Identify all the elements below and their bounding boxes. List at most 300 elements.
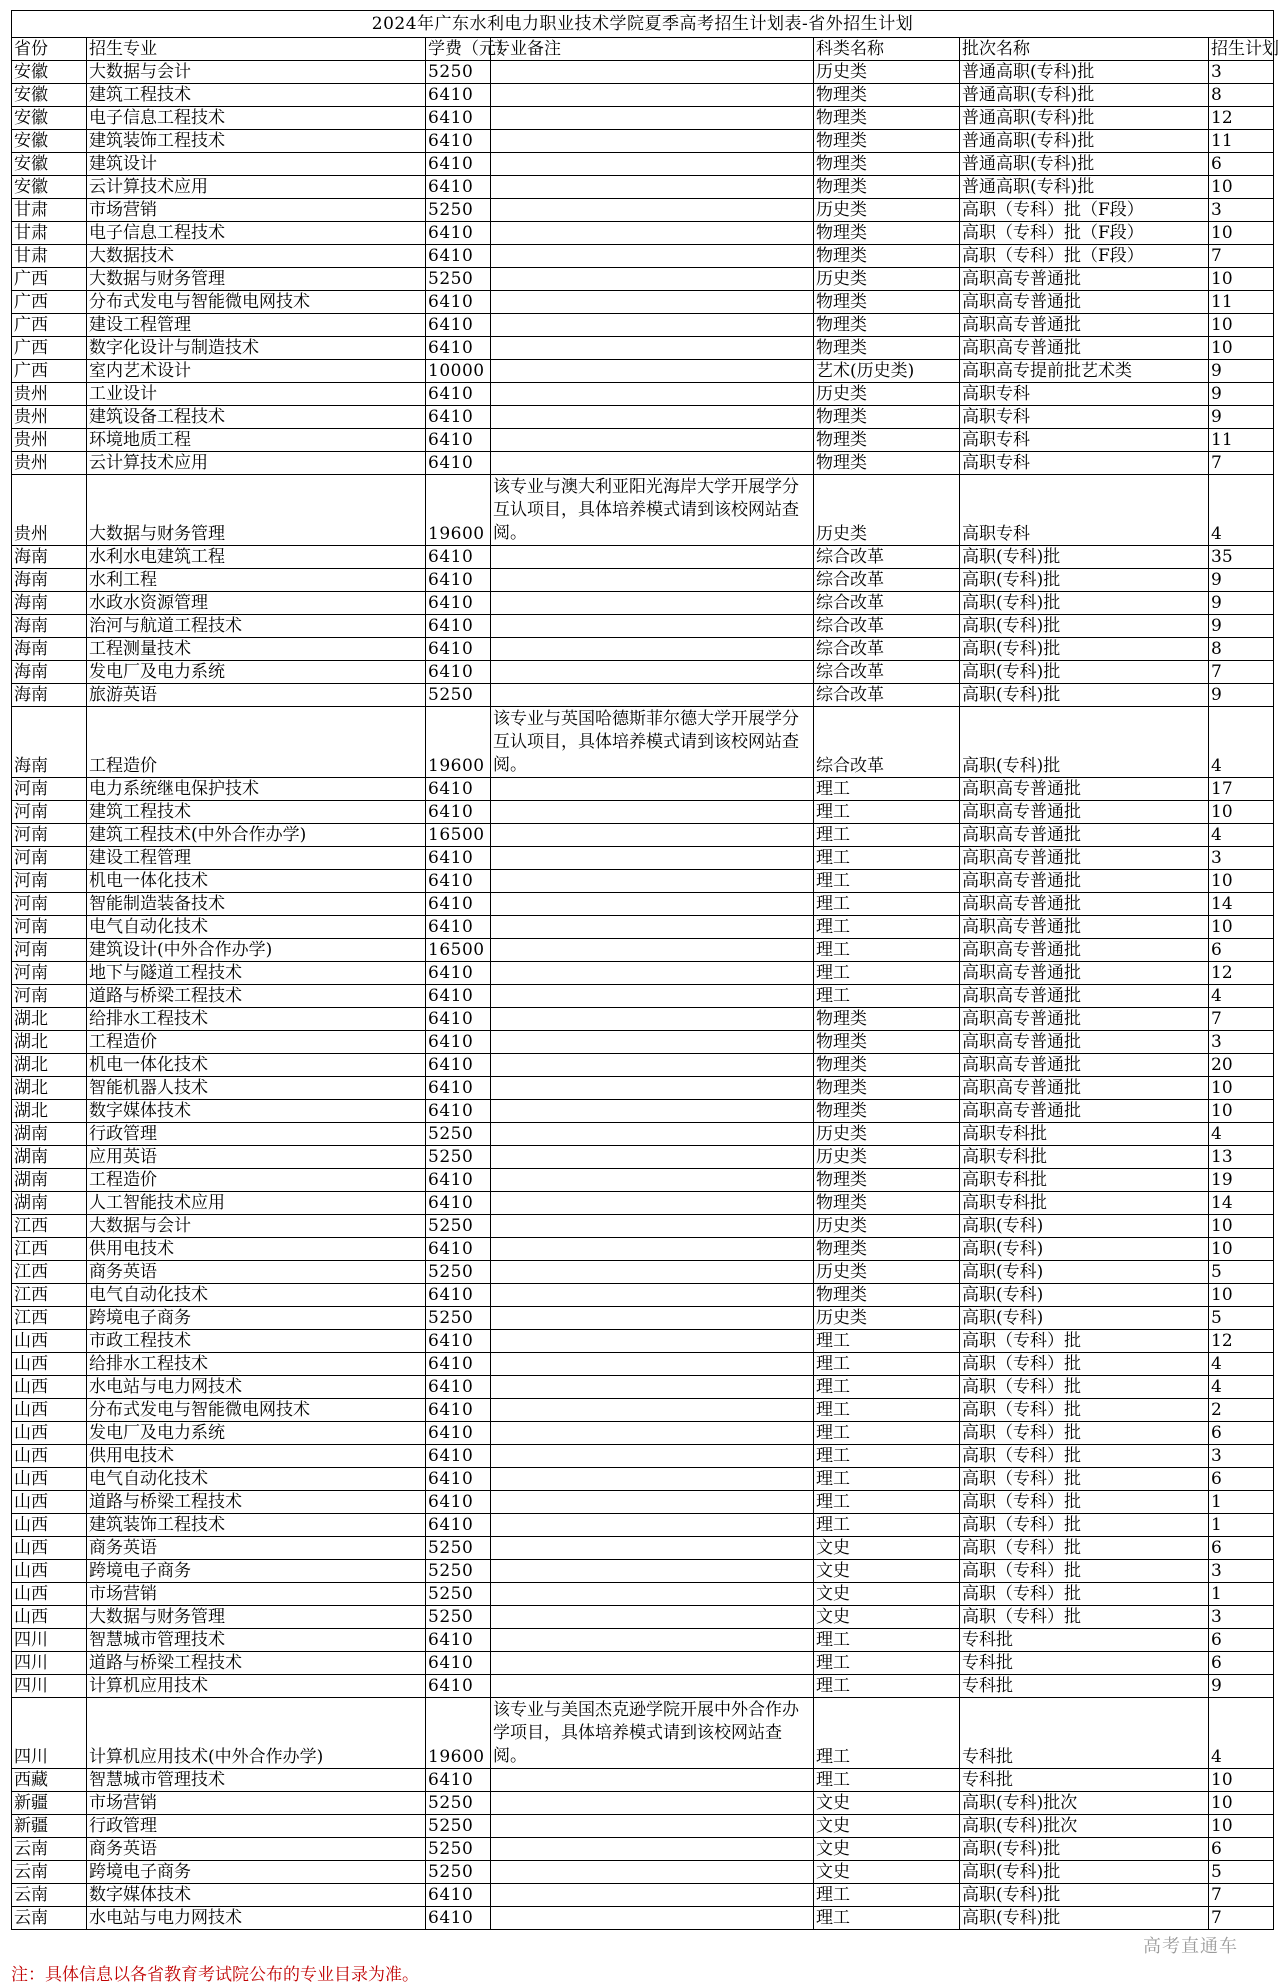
cell-major: 机电一体化技术 bbox=[87, 870, 426, 893]
cell-quota: 5 bbox=[1209, 1261, 1274, 1284]
cell-subject: 历史类 bbox=[814, 383, 960, 406]
header-tuition: 学费（元） bbox=[426, 38, 491, 61]
cell-major: 分布式发电与智能微电网技术 bbox=[87, 291, 426, 314]
cell-province: 河南 bbox=[12, 801, 87, 824]
cell-note bbox=[491, 1537, 814, 1560]
cell-subject: 历史类 bbox=[814, 1215, 960, 1238]
cell-subject: 理工 bbox=[814, 1907, 960, 1930]
cell-tuition: 6410 bbox=[426, 1652, 491, 1675]
table-row bbox=[12, 429, 1274, 452]
cell-major: 发电厂及电力系统 bbox=[87, 661, 426, 684]
cell-quota: 14 bbox=[1209, 893, 1274, 916]
cell-batch: 高职（专科）批（F段） bbox=[960, 245, 1209, 268]
cell-major: 水电站与电力网技术 bbox=[87, 1376, 426, 1399]
cell-province: 广西 bbox=[12, 314, 87, 337]
cell-quota: 9 bbox=[1209, 360, 1274, 383]
table-row bbox=[12, 1008, 1274, 1031]
cell-quota: 7 bbox=[1209, 1008, 1274, 1031]
cell-subject: 物理类 bbox=[814, 245, 960, 268]
enrollment-plan-table bbox=[11, 10, 1279, 1930]
cell-tuition: 6410 bbox=[426, 337, 491, 360]
cell-batch: 高职（专科）批 bbox=[960, 1376, 1209, 1399]
cell-batch: 高职专科批 bbox=[960, 1123, 1209, 1146]
table-row bbox=[12, 1307, 1274, 1330]
table-row bbox=[12, 847, 1274, 870]
cell-tuition: 6410 bbox=[426, 962, 491, 985]
cell-tuition: 6410 bbox=[426, 1077, 491, 1100]
cell-note bbox=[491, 1330, 814, 1353]
cell-quota: 6 bbox=[1209, 1838, 1274, 1861]
cell-note: 该专业与澳大利亚阳光海岸大学开展学分互认项目，具体培养模式请到该校网站查阅。 bbox=[491, 475, 814, 546]
cell-tuition: 6410 bbox=[426, 916, 491, 939]
cell-subject: 物理类 bbox=[814, 153, 960, 176]
cell-province: 安徽 bbox=[12, 130, 87, 153]
cell-subject: 理工 bbox=[814, 1629, 960, 1652]
cell-note bbox=[491, 1238, 814, 1261]
cell-batch: 高职（专科）批（F段） bbox=[960, 222, 1209, 245]
cell-subject: 历史类 bbox=[814, 1123, 960, 1146]
cell-quota: 6 bbox=[1209, 1468, 1274, 1491]
cell-batch: 高职(专科) bbox=[960, 1261, 1209, 1284]
cell-major: 工程造价 bbox=[87, 1169, 426, 1192]
cell-province: 四川 bbox=[12, 1675, 87, 1698]
cell-major: 商务英语 bbox=[87, 1537, 426, 1560]
cell-note bbox=[491, 638, 814, 661]
table-row bbox=[12, 245, 1274, 268]
cell-quota: 7 bbox=[1209, 245, 1274, 268]
cell-quota: 17 bbox=[1209, 778, 1274, 801]
table-row bbox=[12, 939, 1274, 962]
cell-subject: 历史类 bbox=[814, 1307, 960, 1330]
table-row bbox=[12, 1169, 1274, 1192]
cell-province: 安徽 bbox=[12, 84, 87, 107]
cell-province: 贵州 bbox=[12, 475, 87, 546]
cell-batch: 高职高专普通批 bbox=[960, 893, 1209, 916]
cell-quota: 6 bbox=[1209, 939, 1274, 962]
table-row bbox=[12, 406, 1274, 429]
cell-quota: 7 bbox=[1209, 661, 1274, 684]
cell-quota: 3 bbox=[1209, 1560, 1274, 1583]
table-row bbox=[12, 1031, 1274, 1054]
cell-batch: 高职(专科)批 bbox=[960, 1907, 1209, 1930]
cell-tuition: 5250 bbox=[426, 61, 491, 84]
cell-batch: 普通高职(专科)批 bbox=[960, 130, 1209, 153]
cell-major: 应用英语 bbox=[87, 1146, 426, 1169]
cell-note bbox=[491, 1077, 814, 1100]
cell-quota: 9 bbox=[1209, 684, 1274, 707]
cell-major: 建筑设计(中外合作办学) bbox=[87, 939, 426, 962]
cell-tuition: 6410 bbox=[426, 222, 491, 245]
footer-note: 注：具体信息以各省教育考试院公布的专业目录为准。 bbox=[11, 1965, 419, 1985]
table-row bbox=[12, 592, 1274, 615]
cell-quota: 12 bbox=[1209, 107, 1274, 130]
cell-batch: 专科批 bbox=[960, 1769, 1209, 1792]
cell-batch: 高职(专科) bbox=[960, 1307, 1209, 1330]
cell-quota: 10 bbox=[1209, 222, 1274, 245]
cell-province: 云南 bbox=[12, 1838, 87, 1861]
cell-quota: 3 bbox=[1209, 61, 1274, 84]
cell-subject: 理工 bbox=[814, 939, 960, 962]
cell-batch: 高职(专科)批 bbox=[960, 661, 1209, 684]
cell-subject: 物理类 bbox=[814, 84, 960, 107]
cell-province: 贵州 bbox=[12, 383, 87, 406]
cell-subject: 综合改革 bbox=[814, 592, 960, 615]
cell-note bbox=[491, 985, 814, 1008]
cell-batch: 高职(专科)批 bbox=[960, 638, 1209, 661]
watermark-logo: 高考直通车 bbox=[1143, 1936, 1238, 1957]
cell-batch: 高职(专科) bbox=[960, 1284, 1209, 1307]
cell-tuition: 5250 bbox=[426, 268, 491, 291]
cell-province: 贵州 bbox=[12, 452, 87, 475]
cell-quota: 1 bbox=[1209, 1514, 1274, 1537]
cell-tuition: 6410 bbox=[426, 1100, 491, 1123]
cell-province: 河南 bbox=[12, 962, 87, 985]
cell-note bbox=[491, 1491, 814, 1514]
cell-subject: 理工 bbox=[814, 1422, 960, 1445]
cell-province: 湖北 bbox=[12, 1008, 87, 1031]
cell-subject: 文史 bbox=[814, 1792, 960, 1815]
header-quota: 招生计划 bbox=[1209, 38, 1274, 61]
cell-quota: 35 bbox=[1209, 546, 1274, 569]
cell-batch: 高职高专普通批 bbox=[960, 847, 1209, 870]
cell-tuition: 6410 bbox=[426, 107, 491, 130]
header-row bbox=[12, 38, 1274, 61]
cell-subject: 文史 bbox=[814, 1815, 960, 1838]
cell-subject: 理工 bbox=[814, 1652, 960, 1675]
cell-province: 湖南 bbox=[12, 1169, 87, 1192]
cell-major: 建筑装饰工程技术 bbox=[87, 130, 426, 153]
cell-note bbox=[491, 406, 814, 429]
cell-quota: 10 bbox=[1209, 1238, 1274, 1261]
cell-major: 电子信息工程技术 bbox=[87, 107, 426, 130]
cell-tuition: 6410 bbox=[426, 1514, 491, 1537]
cell-batch: 高职专科 bbox=[960, 429, 1209, 452]
cell-batch: 高职高专普通批 bbox=[960, 1100, 1209, 1123]
cell-note bbox=[491, 1445, 814, 1468]
cell-major: 云计算技术应用 bbox=[87, 176, 426, 199]
cell-tuition: 6410 bbox=[426, 592, 491, 615]
table-row bbox=[12, 1560, 1274, 1583]
cell-major: 建筑装饰工程技术 bbox=[87, 1514, 426, 1537]
cell-batch: 专科批 bbox=[960, 1652, 1209, 1675]
cell-batch: 高职(专科)批 bbox=[960, 615, 1209, 638]
cell-major: 工业设计 bbox=[87, 383, 426, 406]
cell-batch: 高职高专普通批 bbox=[960, 314, 1209, 337]
cell-subject: 物理类 bbox=[814, 1077, 960, 1100]
cell-major: 数字媒体技术 bbox=[87, 1100, 426, 1123]
cell-province: 江西 bbox=[12, 1215, 87, 1238]
cell-tuition: 6410 bbox=[426, 1422, 491, 1445]
cell-batch: 高职(专科) bbox=[960, 1215, 1209, 1238]
cell-tuition: 6410 bbox=[426, 1031, 491, 1054]
cell-province: 海南 bbox=[12, 615, 87, 638]
cell-batch: 高职（专科）批 bbox=[960, 1330, 1209, 1353]
cell-note bbox=[491, 939, 814, 962]
cell-major: 环境地质工程 bbox=[87, 429, 426, 452]
cell-major: 工程造价 bbox=[87, 1031, 426, 1054]
cell-province: 甘肃 bbox=[12, 199, 87, 222]
cell-province: 安徽 bbox=[12, 61, 87, 84]
table-row bbox=[12, 222, 1274, 245]
cell-batch: 普通高职(专科)批 bbox=[960, 176, 1209, 199]
cell-batch: 高职(专科)批 bbox=[960, 684, 1209, 707]
cell-subject: 综合改革 bbox=[814, 569, 960, 592]
cell-batch: 高职专科 bbox=[960, 406, 1209, 429]
cell-major: 道路与桥梁工程技术 bbox=[87, 1491, 426, 1514]
table-row bbox=[12, 1353, 1274, 1376]
cell-quota: 5 bbox=[1209, 1307, 1274, 1330]
cell-quota: 4 bbox=[1209, 475, 1274, 546]
cell-tuition: 6410 bbox=[426, 176, 491, 199]
cell-batch: 高职专科批 bbox=[960, 1192, 1209, 1215]
cell-note bbox=[491, 1606, 814, 1629]
cell-quota: 7 bbox=[1209, 452, 1274, 475]
cell-tuition: 19600 bbox=[426, 707, 491, 778]
cell-major: 水利工程 bbox=[87, 569, 426, 592]
cell-tuition: 5250 bbox=[426, 1792, 491, 1815]
cell-note bbox=[491, 1422, 814, 1445]
cell-quota: 10 bbox=[1209, 1769, 1274, 1792]
cell-batch: 高职（专科）批（F段） bbox=[960, 199, 1209, 222]
table-row bbox=[12, 314, 1274, 337]
cell-quota: 10 bbox=[1209, 337, 1274, 360]
cell-note bbox=[491, 1307, 814, 1330]
cell-batch: 高职专科 bbox=[960, 452, 1209, 475]
cell-subject: 物理类 bbox=[814, 176, 960, 199]
cell-subject: 理工 bbox=[814, 870, 960, 893]
table-row bbox=[12, 176, 1274, 199]
cell-province: 山西 bbox=[12, 1376, 87, 1399]
cell-tuition: 6410 bbox=[426, 1445, 491, 1468]
cell-province: 海南 bbox=[12, 569, 87, 592]
cell-major: 电气自动化技术 bbox=[87, 916, 426, 939]
cell-province: 广西 bbox=[12, 268, 87, 291]
cell-quota: 4 bbox=[1209, 1376, 1274, 1399]
cell-note bbox=[491, 1560, 814, 1583]
cell-province: 西藏 bbox=[12, 1769, 87, 1792]
cell-quota: 10 bbox=[1209, 801, 1274, 824]
table-row bbox=[12, 291, 1274, 314]
cell-province: 河南 bbox=[12, 778, 87, 801]
cell-tuition: 6410 bbox=[426, 778, 491, 801]
cell-batch: 高职专科批 bbox=[960, 1169, 1209, 1192]
cell-batch: 高职（专科）批 bbox=[960, 1583, 1209, 1606]
cell-note bbox=[491, 546, 814, 569]
cell-note bbox=[491, 1146, 814, 1169]
table-row bbox=[12, 199, 1274, 222]
cell-major: 治河与航道工程技术 bbox=[87, 615, 426, 638]
table-row bbox=[12, 1445, 1274, 1468]
cell-batch: 高职(专科)批次 bbox=[960, 1792, 1209, 1815]
cell-note bbox=[491, 1261, 814, 1284]
cell-major: 电子信息工程技术 bbox=[87, 222, 426, 245]
table-row bbox=[12, 546, 1274, 569]
cell-major: 供用电技术 bbox=[87, 1445, 426, 1468]
cell-quota: 4 bbox=[1209, 1353, 1274, 1376]
cell-subject: 物理类 bbox=[814, 429, 960, 452]
table-row bbox=[12, 1698, 1274, 1769]
cell-major: 水利水电建筑工程 bbox=[87, 546, 426, 569]
cell-note bbox=[491, 962, 814, 985]
cell-province: 广西 bbox=[12, 360, 87, 383]
table-row bbox=[12, 801, 1274, 824]
cell-major: 建筑工程技术 bbox=[87, 84, 426, 107]
cell-province: 新疆 bbox=[12, 1815, 87, 1838]
cell-major: 大数据与财务管理 bbox=[87, 475, 426, 546]
cell-major: 道路与桥梁工程技术 bbox=[87, 985, 426, 1008]
cell-tuition: 5250 bbox=[426, 1537, 491, 1560]
cell-tuition: 5250 bbox=[426, 1215, 491, 1238]
cell-subject: 物理类 bbox=[814, 107, 960, 130]
table-row bbox=[12, 1884, 1274, 1907]
cell-province: 云南 bbox=[12, 1907, 87, 1930]
cell-batch: 高职高专提前批艺术类 bbox=[960, 360, 1209, 383]
cell-quota: 8 bbox=[1209, 638, 1274, 661]
cell-major: 数字化设计与制造技术 bbox=[87, 337, 426, 360]
cell-tuition: 5250 bbox=[426, 1583, 491, 1606]
cell-quota: 3 bbox=[1209, 1606, 1274, 1629]
cell-batch: 高职(专科)批 bbox=[960, 569, 1209, 592]
cell-note: 该专业与美国杰克逊学院开展中外合作办学项目，具体培养模式请到该校网站查阅。 bbox=[491, 1698, 814, 1769]
cell-tuition: 6410 bbox=[426, 314, 491, 337]
cell-quota: 11 bbox=[1209, 130, 1274, 153]
cell-quota: 10 bbox=[1209, 1792, 1274, 1815]
cell-province: 安徽 bbox=[12, 153, 87, 176]
cell-subject: 历史类 bbox=[814, 475, 960, 546]
cell-batch: 高职（专科）批 bbox=[960, 1514, 1209, 1537]
cell-batch: 高职（专科）批 bbox=[960, 1537, 1209, 1560]
cell-subject: 综合改革 bbox=[814, 707, 960, 778]
table-row bbox=[12, 1769, 1274, 1792]
cell-note bbox=[491, 245, 814, 268]
header-note: 专业备注 bbox=[491, 38, 814, 61]
cell-subject: 物理类 bbox=[814, 1192, 960, 1215]
cell-note bbox=[491, 130, 814, 153]
cell-province: 山西 bbox=[12, 1399, 87, 1422]
cell-quota: 10 bbox=[1209, 176, 1274, 199]
cell-province: 江西 bbox=[12, 1284, 87, 1307]
cell-quota: 9 bbox=[1209, 569, 1274, 592]
cell-tuition: 6410 bbox=[426, 406, 491, 429]
cell-province: 贵州 bbox=[12, 429, 87, 452]
cell-tuition: 5250 bbox=[426, 1146, 491, 1169]
cell-quota: 10 bbox=[1209, 1815, 1274, 1838]
cell-batch: 高职(专科)批 bbox=[960, 592, 1209, 615]
cell-major: 给排水工程技术 bbox=[87, 1008, 426, 1031]
header-batch: 批次名称 bbox=[960, 38, 1209, 61]
cell-subject: 综合改革 bbox=[814, 546, 960, 569]
cell-batch: 高职(专科)批 bbox=[960, 1884, 1209, 1907]
cell-major: 市场营销 bbox=[87, 1792, 426, 1815]
cell-batch: 高职（专科）批 bbox=[960, 1399, 1209, 1422]
cell-major: 机电一体化技术 bbox=[87, 1054, 426, 1077]
cell-subject: 理工 bbox=[814, 1399, 960, 1422]
cell-note bbox=[491, 916, 814, 939]
cell-quota: 4 bbox=[1209, 985, 1274, 1008]
cell-subject: 理工 bbox=[814, 801, 960, 824]
cell-major: 建筑设计 bbox=[87, 153, 426, 176]
table-row bbox=[12, 569, 1274, 592]
cell-batch: 高职(专科)批 bbox=[960, 1838, 1209, 1861]
cell-quota: 10 bbox=[1209, 1077, 1274, 1100]
cell-province: 云南 bbox=[12, 1884, 87, 1907]
cell-major: 市场营销 bbox=[87, 199, 426, 222]
cell-subject: 理工 bbox=[814, 1698, 960, 1769]
cell-province: 湖北 bbox=[12, 1077, 87, 1100]
cell-major: 智慧城市管理技术 bbox=[87, 1629, 426, 1652]
cell-major: 大数据与会计 bbox=[87, 1215, 426, 1238]
cell-batch: 普通高职(专科)批 bbox=[960, 61, 1209, 84]
cell-subject: 文史 bbox=[814, 1838, 960, 1861]
cell-note bbox=[491, 314, 814, 337]
cell-batch: 高职(专科)批次 bbox=[960, 1815, 1209, 1838]
cell-note bbox=[491, 847, 814, 870]
table-row bbox=[12, 383, 1274, 406]
cell-tuition: 5250 bbox=[426, 1560, 491, 1583]
cell-subject: 物理类 bbox=[814, 1031, 960, 1054]
cell-note bbox=[491, 1215, 814, 1238]
cell-tuition: 6410 bbox=[426, 452, 491, 475]
cell-note bbox=[491, 176, 814, 199]
header-major: 招生专业 bbox=[87, 38, 426, 61]
cell-major: 电气自动化技术 bbox=[87, 1284, 426, 1307]
cell-tuition: 6410 bbox=[426, 1330, 491, 1353]
cell-note bbox=[491, 778, 814, 801]
cell-subject: 物理类 bbox=[814, 1008, 960, 1031]
cell-subject: 文史 bbox=[814, 1861, 960, 1884]
cell-quota: 3 bbox=[1209, 847, 1274, 870]
cell-subject: 物理类 bbox=[814, 1054, 960, 1077]
table-row bbox=[12, 870, 1274, 893]
cell-subject: 理工 bbox=[814, 1468, 960, 1491]
cell-quota: 9 bbox=[1209, 406, 1274, 429]
cell-note bbox=[491, 824, 814, 847]
cell-tuition: 6410 bbox=[426, 1353, 491, 1376]
cell-subject: 理工 bbox=[814, 1769, 960, 1792]
cell-province: 河南 bbox=[12, 893, 87, 916]
cell-quota: 9 bbox=[1209, 592, 1274, 615]
cell-note bbox=[491, 337, 814, 360]
cell-tuition: 6410 bbox=[426, 1468, 491, 1491]
cell-quota: 5 bbox=[1209, 1861, 1274, 1884]
cell-province: 广西 bbox=[12, 291, 87, 314]
cell-quota: 7 bbox=[1209, 1907, 1274, 1930]
cell-major: 数字媒体技术 bbox=[87, 1884, 426, 1907]
cell-province: 四川 bbox=[12, 1629, 87, 1652]
cell-note bbox=[491, 592, 814, 615]
cell-tuition: 5250 bbox=[426, 1838, 491, 1861]
cell-major: 商务英语 bbox=[87, 1838, 426, 1861]
cell-major: 跨境电子商务 bbox=[87, 1307, 426, 1330]
cell-batch: 高职高专普通批 bbox=[960, 1031, 1209, 1054]
table-row bbox=[12, 615, 1274, 638]
cell-quota: 4 bbox=[1209, 707, 1274, 778]
cell-major: 大数据与财务管理 bbox=[87, 268, 426, 291]
cell-tuition: 6410 bbox=[426, 84, 491, 107]
cell-quota: 6 bbox=[1209, 1629, 1274, 1652]
cell-quota: 10 bbox=[1209, 1284, 1274, 1307]
cell-major: 跨境电子商务 bbox=[87, 1861, 426, 1884]
cell-province: 广西 bbox=[12, 337, 87, 360]
cell-note bbox=[491, 1884, 814, 1907]
cell-tuition: 5250 bbox=[426, 1606, 491, 1629]
cell-tuition: 6410 bbox=[426, 661, 491, 684]
cell-province: 河南 bbox=[12, 985, 87, 1008]
cell-tuition: 16500 bbox=[426, 939, 491, 962]
table-row bbox=[12, 84, 1274, 107]
cell-batch: 高职高专普通批 bbox=[960, 870, 1209, 893]
header-subject: 科类名称 bbox=[814, 38, 960, 61]
